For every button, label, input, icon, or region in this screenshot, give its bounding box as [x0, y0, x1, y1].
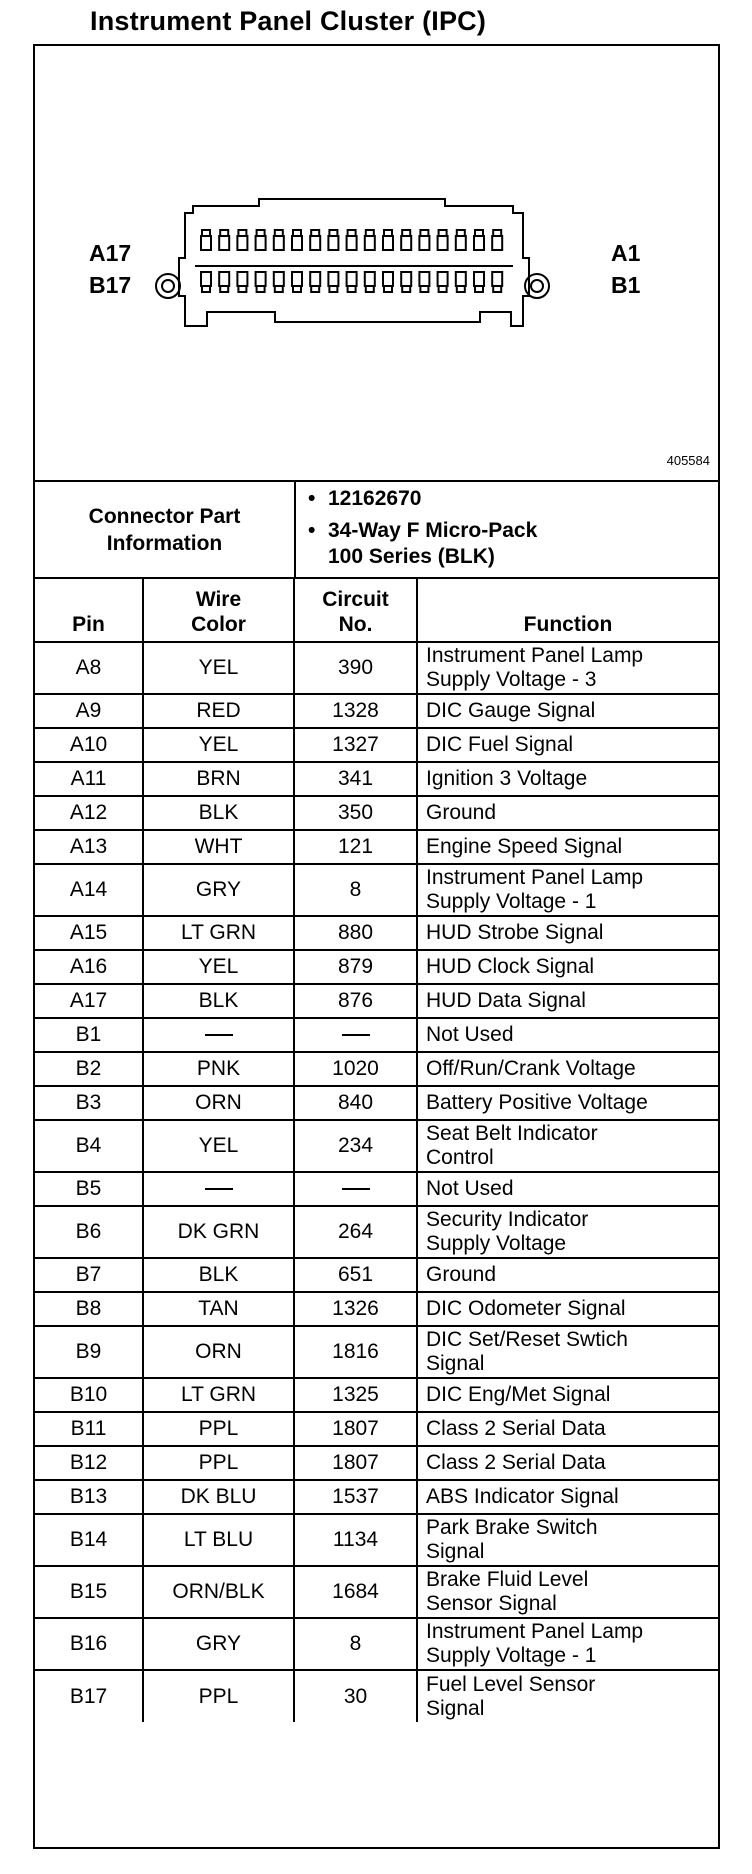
pin-cavity-a — [456, 236, 466, 250]
pin-terminal-b — [348, 286, 356, 292]
pin-cell: B3 — [35, 1086, 143, 1120]
wire-color-cell: YEL — [143, 728, 294, 762]
pin-terminal-a — [366, 230, 374, 236]
pin-terminal-b — [238, 286, 246, 292]
wire-color-cell: PPL — [143, 1446, 294, 1480]
function-cell: DIC Set/Reset Swtich Signal — [417, 1326, 718, 1378]
pin-cavity-a — [328, 236, 338, 250]
connector-description-line2: 100 Series (BLK) — [328, 545, 495, 568]
table-row — [35, 950, 718, 984]
connector-info-heading — [35, 482, 296, 577]
function-cell: DIC Gauge Signal — [417, 694, 718, 728]
table-row — [35, 1120, 718, 1172]
table-row — [35, 762, 718, 796]
table-row — [35, 984, 718, 1018]
wire-color-cell: GRY — [143, 1618, 294, 1670]
pin-cell: B8 — [35, 1292, 143, 1326]
circuit-cell: 879 — [294, 950, 417, 984]
header-pin: Pin — [35, 579, 143, 642]
wire-color-cell: ORN — [143, 1086, 294, 1120]
wire-color-cell: BLK — [143, 1258, 294, 1292]
pin-cavity-b — [456, 272, 466, 286]
pin-label-b1: B1 — [611, 272, 641, 298]
connector-info-heading-line1: Connector Part — [88, 504, 241, 528]
pin-cell: B13 — [35, 1480, 143, 1514]
empty-dash — [342, 1034, 370, 1036]
function-cell: Fuel Level Sensor Signal — [417, 1670, 718, 1722]
wire-color-cell: ORN/BLK — [143, 1566, 294, 1618]
pin-cell: B9 — [35, 1326, 143, 1378]
function-cell: Brake Fluid Level Sensor Signal — [417, 1566, 718, 1618]
pin-terminal-b — [439, 286, 447, 292]
pin-terminal-b — [402, 286, 410, 292]
pin-cavity-a — [256, 236, 266, 250]
function-cell: Off/Run/Crank Voltage — [417, 1052, 718, 1086]
pin-terminal-a — [257, 230, 265, 236]
table-row — [35, 830, 718, 864]
pin-cell: A13 — [35, 830, 143, 864]
pin-cavity-b — [401, 272, 411, 286]
table-row — [35, 1052, 718, 1086]
pin-cell: A15 — [35, 916, 143, 950]
circuit-cell — [294, 1018, 417, 1052]
wire-color-cell: BLK — [143, 796, 294, 830]
circuit-cell: 390 — [294, 642, 417, 694]
latch-right-inner — [531, 280, 543, 292]
pin-cell: B12 — [35, 1446, 143, 1480]
table-row — [35, 728, 718, 762]
pin-terminal-b — [420, 286, 428, 292]
pin-cavity-b — [292, 272, 302, 286]
circuit-cell: 1328 — [294, 694, 417, 728]
pin-cavity-b — [474, 272, 484, 286]
pin-cell: B10 — [35, 1378, 143, 1412]
table-row — [35, 1412, 718, 1446]
figure-number: 405584 — [666, 453, 710, 468]
connector-info-details — [300, 482, 710, 577]
wire-color-cell: RED — [143, 694, 294, 728]
pin-cell: A17 — [35, 984, 143, 1018]
pin-cavity-b — [347, 272, 357, 286]
pin-cavity-b — [419, 272, 429, 286]
pin-cell: A11 — [35, 762, 143, 796]
pin-cavity-b — [438, 272, 448, 286]
bullet-1: • — [308, 487, 316, 510]
function-cell: Class 2 Serial Data — [417, 1446, 718, 1480]
pin-cell: B14 — [35, 1514, 143, 1566]
table-row — [35, 916, 718, 950]
empty-dash — [342, 1188, 370, 1190]
table-row — [35, 1670, 718, 1722]
pin-cavity-a — [492, 236, 502, 250]
table-row — [35, 1172, 718, 1206]
pin-cavity-b — [365, 272, 375, 286]
pin-cavity-b — [237, 272, 247, 286]
pin-terminal-a — [238, 230, 246, 236]
wire-color-cell: BRN — [143, 762, 294, 796]
function-cell: Ground — [417, 796, 718, 830]
wire-color-cell: LT GRN — [143, 1378, 294, 1412]
function-cell: HUD Clock Signal — [417, 950, 718, 984]
pin-terminal-b — [493, 286, 501, 292]
pin-terminal-a — [220, 230, 228, 236]
pin-cavity-b — [328, 272, 338, 286]
circuit-cell: 1134 — [294, 1514, 417, 1566]
pin-terminal-a — [329, 230, 337, 236]
wire-color-cell: ORN — [143, 1326, 294, 1378]
pin-terminal-a — [384, 230, 392, 236]
function-cell: Instrument Panel Lamp Supply Voltage - 1 — [417, 1618, 718, 1670]
function-cell: Park Brake Switch Signal — [417, 1514, 718, 1566]
wire-color-cell: BLK — [143, 984, 294, 1018]
pin-cell: A14 — [35, 864, 143, 916]
pin-cell: A16 — [35, 950, 143, 984]
circuit-cell: 840 — [294, 1086, 417, 1120]
table-row — [35, 864, 718, 916]
pin-cell: A8 — [35, 642, 143, 694]
pin-label-b17: B17 — [89, 272, 132, 298]
wire-color-cell: TAN — [143, 1292, 294, 1326]
function-cell: DIC Eng/Met Signal — [417, 1378, 718, 1412]
function-cell: Security Indicator Supply Voltage — [417, 1206, 718, 1258]
pin-terminal-b — [220, 286, 228, 292]
wire-color-cell: YEL — [143, 1120, 294, 1172]
circuit-cell: 350 — [294, 796, 417, 830]
function-cell: Class 2 Serial Data — [417, 1412, 718, 1446]
pin-terminal-a — [311, 230, 319, 236]
pin-cavity-a — [237, 236, 247, 250]
function-cell: Not Used — [417, 1172, 718, 1206]
table-row — [35, 1292, 718, 1326]
bullet-2: • — [308, 519, 316, 542]
pin-terminal-a — [293, 230, 301, 236]
circuit-cell: 234 — [294, 1120, 417, 1172]
pin-terminal-b — [311, 286, 319, 292]
pin-cavity-a — [274, 236, 284, 250]
wire-color-cell — [143, 1172, 294, 1206]
pin-terminal-b — [366, 286, 374, 292]
pin-cavity-b — [492, 272, 502, 286]
circuit-cell: 651 — [294, 1258, 417, 1292]
circuit-cell: 264 — [294, 1206, 417, 1258]
wire-color-cell: YEL — [143, 950, 294, 984]
connector-info-heading-line2: Information — [106, 531, 223, 555]
connector-part-information — [35, 482, 718, 579]
table-row — [35, 1258, 718, 1292]
table-row — [35, 796, 718, 830]
pin-terminal-a — [202, 230, 210, 236]
pin-cell: B5 — [35, 1172, 143, 1206]
pin-cavity-b — [310, 272, 320, 286]
pin-terminal-a — [402, 230, 410, 236]
pin-terminal-a — [348, 230, 356, 236]
table-row — [35, 1446, 718, 1480]
pin-terminal-b — [475, 286, 483, 292]
circuit-cell: 1807 — [294, 1446, 417, 1480]
pin-terminal-b — [384, 286, 392, 292]
pin-cavity-a — [438, 236, 448, 250]
function-cell: Ground — [417, 1258, 718, 1292]
function-cell: Instrument Panel Lamp Supply Voltage - 3 — [417, 642, 718, 694]
table-row — [35, 642, 718, 694]
wire-color-cell: GRY — [143, 864, 294, 916]
function-cell: HUD Data Signal — [417, 984, 718, 1018]
table-row — [35, 1206, 718, 1258]
pin-cavity-a — [310, 236, 320, 250]
circuit-cell: 1020 — [294, 1052, 417, 1086]
circuit-cell: 341 — [294, 762, 417, 796]
pin-terminal-a — [420, 230, 428, 236]
pin-cavity-a — [383, 236, 393, 250]
pin-terminal-a — [475, 230, 483, 236]
circuit-cell — [294, 1172, 417, 1206]
connector-part-number: 12162670 — [328, 487, 422, 510]
circuit-cell: 30 — [294, 1670, 417, 1722]
circuit-cell: 1816 — [294, 1326, 417, 1378]
pin-terminal-a — [275, 230, 283, 236]
wire-color-cell: PNK — [143, 1052, 294, 1086]
table-row — [35, 1480, 718, 1514]
wire-color-cell: DK GRN — [143, 1206, 294, 1258]
pin-cavity-b — [256, 272, 266, 286]
table-row — [35, 1618, 718, 1670]
wire-color-cell: PPL — [143, 1670, 294, 1722]
connector-sheet — [33, 44, 720, 1849]
pin-terminal-a — [439, 230, 447, 236]
pin-cavity-b — [219, 272, 229, 286]
pin-cavity-a — [419, 236, 429, 250]
pin-terminal-b — [257, 286, 265, 292]
circuit-cell: 1807 — [294, 1412, 417, 1446]
pin-terminal-a — [493, 230, 501, 236]
function-cell: Battery Positive Voltage — [417, 1086, 718, 1120]
circuit-cell: 1537 — [294, 1480, 417, 1514]
connector-diagram — [35, 46, 718, 482]
pin-label-a17: A17 — [89, 240, 132, 266]
latch-left-inner — [162, 280, 174, 292]
circuit-cell: 8 — [294, 864, 417, 916]
pin-terminal-b — [293, 286, 301, 292]
function-cell: Seat Belt Indicator Control — [417, 1120, 718, 1172]
wire-color-cell — [143, 1018, 294, 1052]
function-cell: Ignition 3 Voltage — [417, 762, 718, 796]
pin-cell: B4 — [35, 1120, 143, 1172]
function-cell: ABS Indicator Signal — [417, 1480, 718, 1514]
function-cell: Engine Speed Signal — [417, 830, 718, 864]
pin-cell: B15 — [35, 1566, 143, 1618]
pinout-table — [35, 579, 718, 1722]
circuit-cell: 121 — [294, 830, 417, 864]
pin-cavity-a — [292, 236, 302, 250]
circuit-cell: 1684 — [294, 1566, 417, 1618]
wire-color-cell: LT BLU — [143, 1514, 294, 1566]
pin-cavity-b — [201, 272, 211, 286]
circuit-cell: 1325 — [294, 1378, 417, 1412]
pin-cell: B7 — [35, 1258, 143, 1292]
pin-label-a1: A1 — [611, 240, 641, 266]
wire-color-cell: DK BLU — [143, 1480, 294, 1514]
pin-cavity-b — [383, 272, 393, 286]
empty-dash — [205, 1188, 233, 1190]
function-cell: DIC Odometer Signal — [417, 1292, 718, 1326]
header-wire-color: Wire Color — [143, 579, 294, 642]
table-row — [35, 1514, 718, 1566]
table-row — [35, 694, 718, 728]
wire-color-cell: LT GRN — [143, 916, 294, 950]
pin-cavity-a — [201, 236, 211, 250]
circuit-cell: 876 — [294, 984, 417, 1018]
wire-color-cell: PPL — [143, 1412, 294, 1446]
connector-description-line1: 34-Way F Micro-Pack — [328, 519, 538, 542]
page-title: Instrument Panel Cluster (IPC) — [90, 6, 487, 36]
pin-cavity-a — [474, 236, 484, 250]
pin-cell: A9 — [35, 694, 143, 728]
function-cell: DIC Fuel Signal — [417, 728, 718, 762]
pin-cavity-a — [219, 236, 229, 250]
pin-cavity-a — [401, 236, 411, 250]
function-cell: Instrument Panel Lamp Supply Voltage - 1 — [417, 864, 718, 916]
pin-terminal-b — [202, 286, 210, 292]
pin-terminal-b — [457, 286, 465, 292]
header-function: Function — [417, 579, 718, 642]
latch-left — [156, 274, 180, 298]
pin-cell: B6 — [35, 1206, 143, 1258]
circuit-cell: 1327 — [294, 728, 417, 762]
pin-cell: B2 — [35, 1052, 143, 1086]
connector-housing — [179, 199, 529, 326]
wire-color-cell: YEL — [143, 642, 294, 694]
circuit-cell: 880 — [294, 916, 417, 950]
pin-terminal-a — [457, 230, 465, 236]
pin-cell: B16 — [35, 1618, 143, 1670]
pin-terminal-b — [329, 286, 337, 292]
pin-cell: B17 — [35, 1670, 143, 1722]
pin-cell: B11 — [35, 1412, 143, 1446]
table-row — [35, 1086, 718, 1120]
pin-terminal-b — [275, 286, 283, 292]
wire-color-cell: WHT — [143, 830, 294, 864]
circuit-cell: 8 — [294, 1618, 417, 1670]
function-cell: Not Used — [417, 1018, 718, 1052]
circuit-cell: 1326 — [294, 1292, 417, 1326]
table-row — [35, 1018, 718, 1052]
pin-cavity-a — [365, 236, 375, 250]
table-row — [35, 1326, 718, 1378]
table-row — [35, 1566, 718, 1618]
table-row — [35, 1378, 718, 1412]
pin-cell: A10 — [35, 728, 143, 762]
pin-cavity-a — [347, 236, 357, 250]
header-circuit-no: Circuit No. — [294, 579, 417, 642]
empty-dash — [205, 1034, 233, 1036]
table-header-row — [35, 579, 718, 642]
pin-cavity-b — [274, 272, 284, 286]
pin-cell: B1 — [35, 1018, 143, 1052]
function-cell: HUD Strobe Signal — [417, 916, 718, 950]
pin-cell: A12 — [35, 796, 143, 830]
